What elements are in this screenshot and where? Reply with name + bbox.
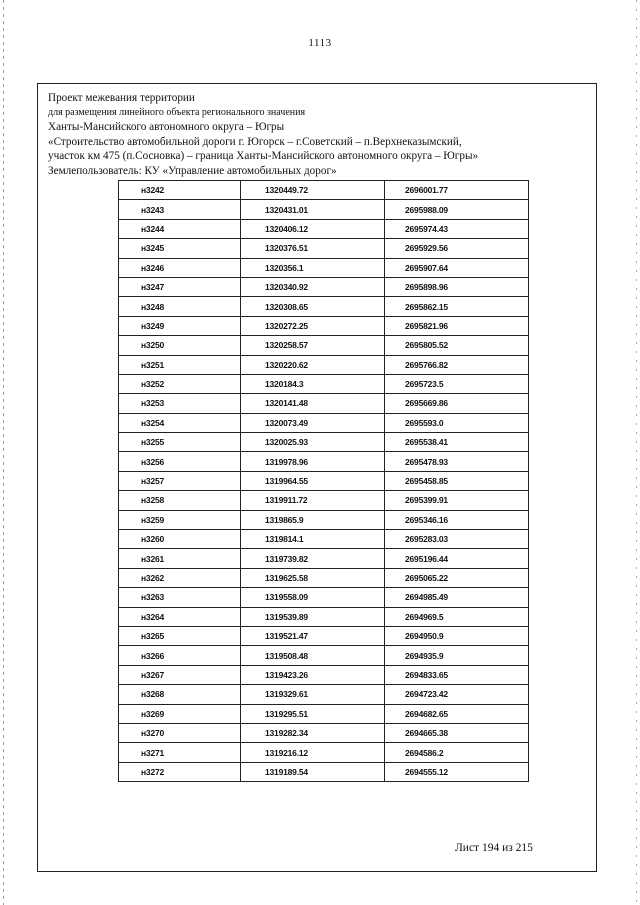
point-id-cell: н3253 (119, 394, 241, 413)
x-coordinate-cell: 1320141.48 (241, 394, 385, 413)
header-line-1: Проект межевания территории (48, 92, 195, 104)
x-coordinate-cell: 1319423.26 (241, 665, 385, 684)
x-coordinate-cell: 1319739.82 (241, 549, 385, 568)
point-id-cell: н3268 (119, 685, 241, 704)
table-row (119, 316, 529, 335)
y-coordinate-cell: 2695346.16 (385, 510, 529, 529)
y-coordinate-cell: 2695862.15 (385, 297, 529, 316)
y-coordinate-cell: 2695907.64 (385, 258, 529, 277)
table-row (119, 336, 529, 355)
table-row (119, 607, 529, 626)
point-id-cell: н3244 (119, 219, 241, 238)
point-id-cell: н3254 (119, 413, 241, 432)
x-coordinate-cell: 1319911.72 (241, 491, 385, 510)
table-row (119, 743, 529, 762)
y-coordinate-cell: 2694665.38 (385, 723, 529, 742)
x-coordinate-cell: 1320184.3 (241, 374, 385, 393)
x-coordinate-cell: 1320272.25 (241, 316, 385, 335)
table-row (119, 491, 529, 510)
x-coordinate-cell: 1319539.89 (241, 607, 385, 626)
point-id-cell: н3247 (119, 277, 241, 296)
point-id-cell: н3257 (119, 471, 241, 490)
x-coordinate-cell: 1320258.57 (241, 336, 385, 355)
x-coordinate-cell: 1319978.96 (241, 452, 385, 471)
table-row (119, 510, 529, 529)
table-row (119, 588, 529, 607)
table-row (119, 258, 529, 277)
y-coordinate-cell: 2695898.96 (385, 277, 529, 296)
point-id-cell: н3246 (119, 258, 241, 277)
x-coordinate-cell: 1319558.09 (241, 588, 385, 607)
table-row (119, 626, 529, 645)
point-id-cell: н3272 (119, 762, 241, 781)
point-id-cell: н3263 (119, 588, 241, 607)
point-id-cell: н3256 (119, 452, 241, 471)
x-coordinate-cell: 1319521.47 (241, 626, 385, 645)
table-row (119, 181, 529, 200)
y-coordinate-cell: 2695196.44 (385, 549, 529, 568)
coordinates-table-body (119, 181, 529, 782)
page-number: 1113 (308, 37, 332, 49)
x-coordinate-cell: 1319964.55 (241, 471, 385, 490)
y-coordinate-cell: 2695283.03 (385, 530, 529, 549)
point-id-cell: н3261 (119, 549, 241, 568)
scan-edge-left (3, 0, 4, 905)
point-id-cell: н3251 (119, 355, 241, 374)
table-row (119, 549, 529, 568)
point-id-cell: н3259 (119, 510, 241, 529)
y-coordinate-cell: 2694723.42 (385, 685, 529, 704)
x-coordinate-cell: 1319189.54 (241, 762, 385, 781)
point-id-cell: н3265 (119, 626, 241, 645)
y-coordinate-cell: 2694682.65 (385, 704, 529, 723)
header-line-2: для размещения линейного объекта регионального значения (48, 106, 306, 118)
sheet-label: Лист 194 из 215 (455, 842, 533, 854)
x-coordinate-cell: 1320356.1 (241, 258, 385, 277)
y-coordinate-cell: 2695766.82 (385, 355, 529, 374)
point-id-cell: н3250 (119, 336, 241, 355)
y-coordinate-cell: 2695399.91 (385, 491, 529, 510)
y-coordinate-cell: 2695458.85 (385, 471, 529, 490)
table-row (119, 239, 529, 258)
x-coordinate-cell: 1320073.49 (241, 413, 385, 432)
table-row (119, 704, 529, 723)
table-row (119, 219, 529, 238)
header-line-6: Землепользователь: КУ «Управление автомобильных дорог» (48, 164, 337, 177)
point-id-cell: н3269 (119, 704, 241, 723)
point-id-cell: н3271 (119, 743, 241, 762)
table-row (119, 277, 529, 296)
x-coordinate-cell: 1319295.51 (241, 704, 385, 723)
x-coordinate-cell: 1319508.48 (241, 646, 385, 665)
x-coordinate-cell: 1320025.93 (241, 433, 385, 452)
point-id-cell: н3264 (119, 607, 241, 626)
y-coordinate-cell: 2694935.9 (385, 646, 529, 665)
table-row (119, 374, 529, 393)
y-coordinate-cell: 2695821.96 (385, 316, 529, 335)
y-coordinate-cell: 2695669.86 (385, 394, 529, 413)
table-row (119, 723, 529, 742)
table-row (119, 665, 529, 684)
table-row (119, 646, 529, 665)
x-coordinate-cell: 1319216.12 (241, 743, 385, 762)
coordinates-table (118, 180, 529, 782)
header-line-5: участок км 475 (п.Сосновка) – граница Ханты-Мансийского автономного округа – Югры» (48, 150, 479, 163)
y-coordinate-cell: 2694969.5 (385, 607, 529, 626)
x-coordinate-cell: 1319814.1 (241, 530, 385, 549)
y-coordinate-cell: 2694586.2 (385, 743, 529, 762)
table-row (119, 452, 529, 471)
table-row (119, 762, 529, 781)
y-coordinate-cell: 2695723.5 (385, 374, 529, 393)
y-coordinate-cell: 2695538.41 (385, 433, 529, 452)
table-row (119, 394, 529, 413)
point-id-cell: н3249 (119, 316, 241, 335)
point-id-cell: н3266 (119, 646, 241, 665)
table-row (119, 297, 529, 316)
table-row (119, 200, 529, 219)
table-row (119, 433, 529, 452)
header-line-4: «Строительство автомобильной дороги г. Югорск – г.Советский – п.Верхнеказымский, (48, 135, 462, 148)
point-id-cell: н3267 (119, 665, 241, 684)
x-coordinate-cell: 1320308.65 (241, 297, 385, 316)
y-coordinate-cell: 2696001.77 (385, 181, 529, 200)
x-coordinate-cell: 1320340.92 (241, 277, 385, 296)
x-coordinate-cell: 1320220.62 (241, 355, 385, 374)
y-coordinate-cell: 2694555.12 (385, 762, 529, 781)
point-id-cell: н3258 (119, 491, 241, 510)
scan-edge-right (636, 0, 637, 905)
y-coordinate-cell: 2695988.09 (385, 200, 529, 219)
point-id-cell: н3260 (119, 530, 241, 549)
table-row (119, 568, 529, 587)
y-coordinate-cell: 2694950.9 (385, 626, 529, 645)
point-id-cell: н3245 (119, 239, 241, 258)
x-coordinate-cell: 1319865.9 (241, 510, 385, 529)
y-coordinate-cell: 2695974.43 (385, 219, 529, 238)
header-line-3: Ханты-Мансийского автономного округа – Югры (48, 121, 285, 134)
y-coordinate-cell: 2695065.22 (385, 568, 529, 587)
point-id-cell: н3242 (119, 181, 241, 200)
x-coordinate-cell: 1320431.01 (241, 200, 385, 219)
y-coordinate-cell: 2695929.56 (385, 239, 529, 258)
point-id-cell: н3255 (119, 433, 241, 452)
point-id-cell: н3248 (119, 297, 241, 316)
point-id-cell: н3243 (119, 200, 241, 219)
x-coordinate-cell: 1319282.34 (241, 723, 385, 742)
y-coordinate-cell: 2695593.0 (385, 413, 529, 432)
table-row (119, 355, 529, 374)
y-coordinate-cell: 2694985.49 (385, 588, 529, 607)
y-coordinate-cell: 2695478.93 (385, 452, 529, 471)
point-id-cell: н3252 (119, 374, 241, 393)
x-coordinate-cell: 1320449.72 (241, 181, 385, 200)
x-coordinate-cell: 1320376.51 (241, 239, 385, 258)
document-header (48, 91, 578, 179)
x-coordinate-cell: 1319329.61 (241, 685, 385, 704)
point-id-cell: н3262 (119, 568, 241, 587)
y-coordinate-cell: 2694833.65 (385, 665, 529, 684)
table-row (119, 413, 529, 432)
y-coordinate-cell: 2695805.52 (385, 336, 529, 355)
x-coordinate-cell: 1319625.58 (241, 568, 385, 587)
point-id-cell: н3270 (119, 723, 241, 742)
table-row (119, 530, 529, 549)
table-row (119, 471, 529, 490)
table-row (119, 685, 529, 704)
x-coordinate-cell: 1320406.12 (241, 219, 385, 238)
